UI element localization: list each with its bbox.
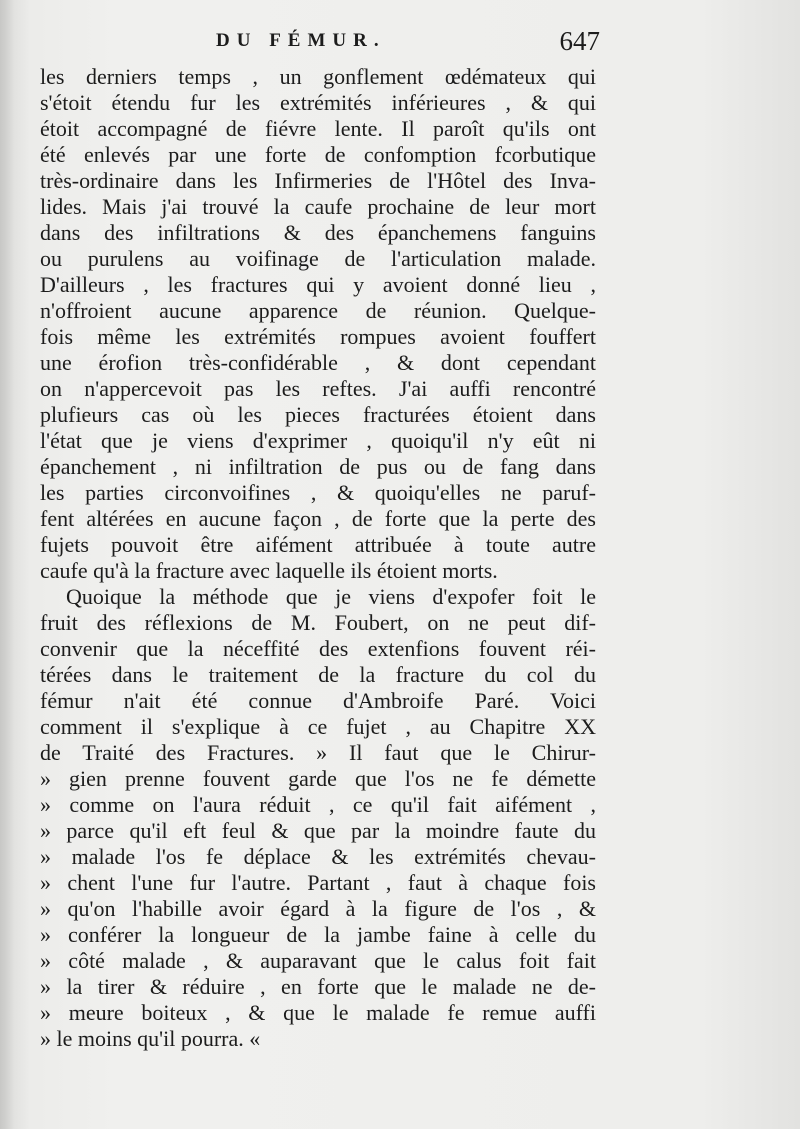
quote-line: » le moins qu'il pourra. « (40, 1026, 261, 1051)
text-line: lides. Mais j'ai trouvé la caufe prochaine de leur mort (40, 194, 596, 219)
text-line: une érofion très-confidérable , & dont cependant (40, 350, 596, 375)
text-line: on n'appercevoit pas les reftes. J'ai auffi rencontré (40, 376, 596, 401)
quote-line: » qu'on l'habille avoir égard à la figure de l'os , & (40, 896, 596, 921)
body-text (40, 64, 596, 1052)
text-line: ou purulens au voifinage de l'articulation malade. (40, 246, 596, 271)
text-line: fois même les extrémités rompues avoient fouffert (40, 324, 596, 349)
text-line: dans des infiltrations & des épanchemens fanguins (40, 220, 596, 245)
quote-line: » la tirer & réduire , en forte que le malade ne de- (40, 974, 596, 999)
text-line: fent altérées en aucune façon , de forte que la perte des (40, 506, 596, 531)
quote-line: » chent l'une fur l'autre. Partant , faut à chaque fois (40, 870, 596, 895)
text-line: convenir que la néceffité des extenfions fouvent réi- (40, 636, 596, 661)
text-line: D'ailleurs , les fractures qui y avoient donné lieu , (40, 272, 596, 297)
running-head: DU FÉMUR. (216, 30, 386, 51)
text-line: épanchement , ni infiltration de pus ou de fang dans (40, 454, 596, 479)
text-line: térées dans le traitement de la fracture du col du (40, 662, 596, 687)
text-line: caufe qu'à la fracture avec laquelle ils étoient morts. (40, 558, 498, 583)
quote-line: » gien prenne fouvent garde que l'os ne fe démette (40, 766, 596, 791)
text-line: de Traité des Fractures. » Il faut que le Chirur- (40, 740, 596, 765)
quote-line: » côté malade , & auparavant que le calus foit fait (40, 948, 596, 973)
text-line: très-ordinaire dans les Infirmeries de l'Hôtel des Inva- (40, 168, 596, 193)
quote-line: » malade l'os fe déplace & les extrémités chevau- (40, 844, 596, 869)
text-line: fémur n'ait été connue d'Ambroife Paré. Voici (40, 688, 596, 713)
quote-line: » parce qu'il eft feul & que par la moindre faute du (40, 818, 596, 843)
page-gutter-shadow (0, 0, 14, 1129)
text-line: n'offroient aucune apparence de réunion. Quelque- (40, 298, 596, 323)
paragraph-start-line: Quoique la méthode que je viens d'expofer foit le (66, 584, 596, 609)
text-line: étoit accompagné de fiévre lente. Il paroît qu'ils ont (40, 116, 596, 141)
text-line: les parties circonvoifines , & quoiqu'elles ne paruf- (40, 480, 596, 505)
text-line: comment il s'explique à ce fujet , au Chapitre XX (40, 714, 596, 739)
quote-line: » conférer la longueur de la jambe faine à celle du (40, 922, 596, 947)
quote-line: » comme on l'aura réduit , ce qu'il fait aifément , (40, 792, 596, 817)
text-line: fruit des réflexions de M. Foubert, on ne peut dif- (40, 610, 596, 635)
page-header (40, 26, 600, 62)
text-line: plufieurs cas où les pieces fracturées étoient dans (40, 402, 596, 427)
text-line: s'étoit étendu fur les extrémités inférieures , & qui (40, 90, 596, 115)
text-line: l'état que je viens d'exprimer , quoiqu'il n'y eût ni (40, 428, 596, 453)
text-line: fujets pouvoit être aifément attribuée à toute autre (40, 532, 596, 557)
text-line: les derniers temps , un gonflement œdémateux qui (40, 64, 596, 89)
text-line: été enlevés par une forte de confomption fcorbutique (40, 142, 596, 167)
page-number: 647 (559, 26, 600, 56)
quote-line: » meure boiteux , & que le malade fe remue auffi (40, 1000, 596, 1025)
